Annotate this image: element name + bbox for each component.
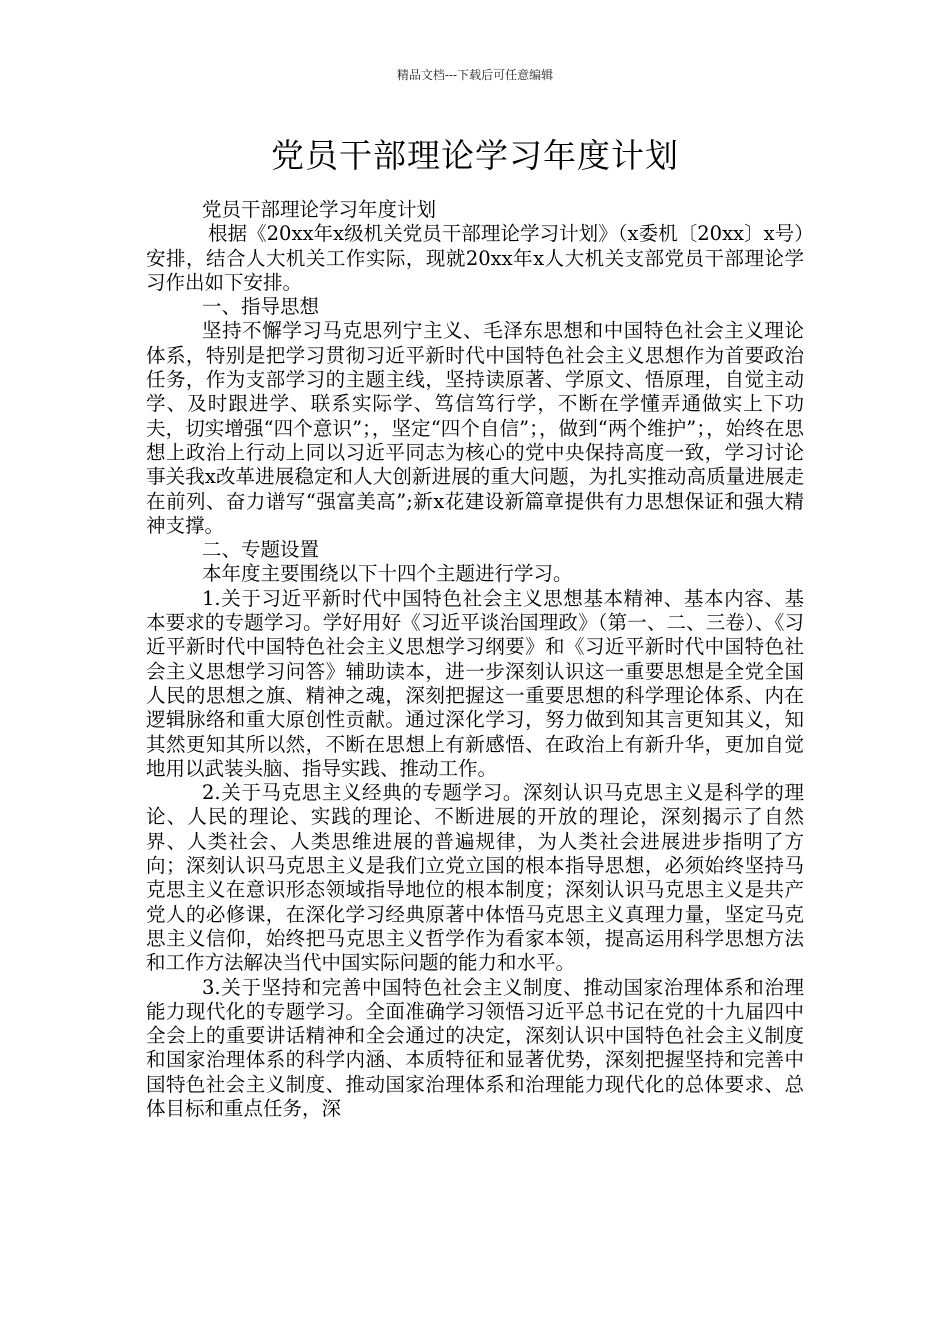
topic-3-paragraph: 3.关于坚持和完善中国特色社会主义制度、推动国家治理体系和治理能力现代化的专题学习。全面准确学习领悟习近平总书记在党的十九届四中全会上的重要讲话精神和全会通过的决定，深刻认识中国特色社会主义制度和国家治理体系的科学内涵、本质特征和显著优势，深刻把握坚持和完善中国特色社会主义制度、推动国家治理体系和治理能力现代化的总体要求、总体目标和重点任务，深 — [146, 975, 804, 1120]
guiding-thought-paragraph: 坚持不懈学习马克思列宁主义、毛泽东思想和中国特色社会主义理论体系，特别是把学习贯彻习近平新时代中国特色社会主义思想作为首要政治任务，作为支部学习的主题主线，坚持读原著、学原文、悟原理，自觉主动学、及时跟进学、联系实际学、笃信笃行学，不断在学懂弄通做实上下功夫，切实增强“四个意识”；，坚定“四个自信”；，做到“两个维护”；，始终在思想上政治上行动上同以习近平同志为核心的党中央保持高度一致，学习讨论事关我x改革进展稳定和人大创新进展的重大问题，为扎实推动高质量进展走在前列、奋力谱写“强富美高”;新x花建设新篇章提供有力思想保证和强大精神支撑。 — [146, 319, 804, 537]
topic-1-paragraph: 1.关于习近平新时代中国特色社会主义思想基本精神、基本内容、基本要求的专题学习。学好用好《习近平谈治国理政》（第一、二、三卷）、《习近平新时代中国特色社会主义思想学习纲要》和《习近平新时代中国特色社会主义思想学习问答》辅助读本，进一步深刻认识这一重要思想是全党全国人民的思想之旗、精神之魂，深刻把握这一重要思想的科学理论体系、内在逻辑脉络和重大原创性贡献。通过深化学习，努力做到知其言更知其义，知其然更知其所以然，不断在思想上有新感悟、在政治上有新升华，更加自觉地用以武装头脑、指导实践、推动工作。 — [146, 586, 804, 780]
page-header: 精品文档---下载后可任意编辑 — [396, 68, 554, 82]
topics-intro-paragraph: 本年度主要围绕以下十四个主题进行学习。 — [202, 562, 573, 586]
document-title: 党员干部理论学习年度计划 — [271, 136, 679, 175]
topic-2-paragraph: 2.关于马克思主义经典的专题学习。深刻认识马克思主义是科学的理论、人民的理论、实践的理论、不断进展的开放的理论，深刻揭示了自然界、人类社会、人类思维进展的普遍规律，为人类社会进展进步指明了方向；深刻认识马克思主义是我们立党立国的根本指导思想，必须始终坚持马克思主义在意识形态领域指导地位的根本制度；深刻认识马克思主义是共产党人的必修课，在深化学习经典原著中体悟马克思主义真理力量，坚定马克思主义信仰，始终把马克思主义哲学作为看家本领，提高运用科学思想方法和工作方法解决当代中国实际问题的能力和水平。 — [146, 781, 804, 975]
intro-paragraph: 根据《20xx年x级机关党员干部理论学习计划》（x委机〔20xx〕x号）安排，结合人大机关工作实际，现就20xx年x人大机关支部党员干部理论学习作出如下安排。 — [146, 222, 804, 294]
section-heading-1: 一、指导思想 — [202, 295, 320, 319]
subtitle-paragraph: 党员干部理论学习年度计划 — [202, 198, 437, 221]
section-heading-2: 二、专题设置 — [202, 538, 320, 562]
document-body — [146, 198, 804, 1121]
